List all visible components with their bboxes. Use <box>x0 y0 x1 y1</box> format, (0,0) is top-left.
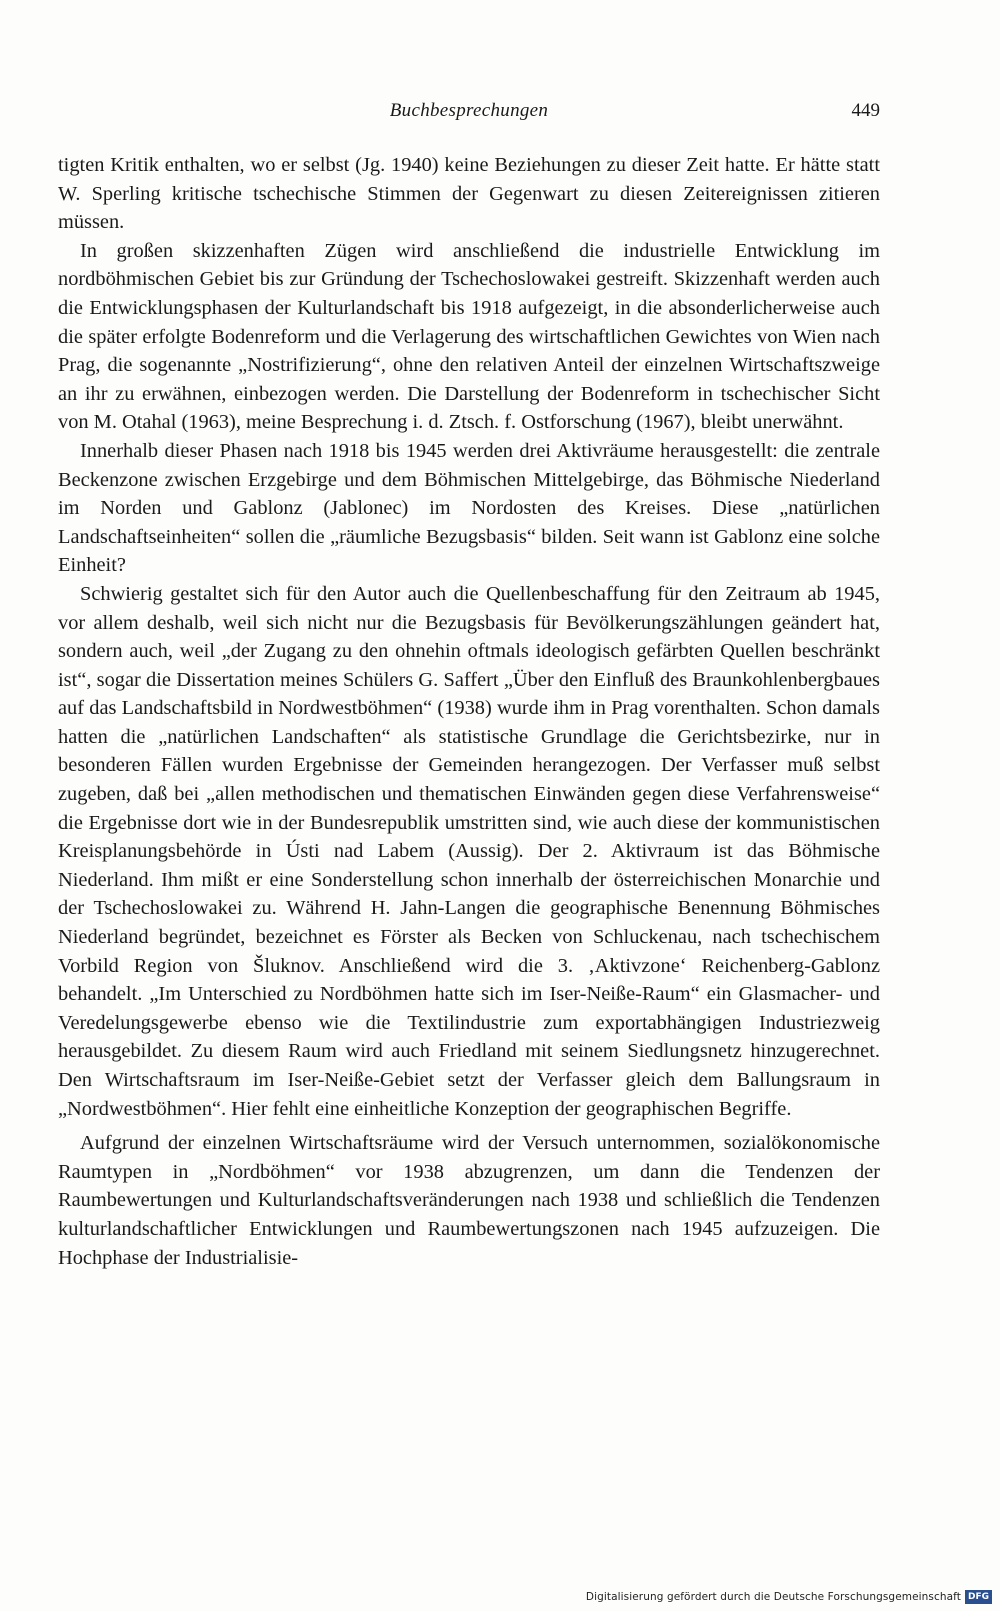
running-header <box>58 100 880 130</box>
paragraph: Aufgrund der einzelnen Wirtschaftsräume wird der Versuch unternommen, sozialökonomische Raumtypen in „Nordböhmen“ vor 1938 abzugrenzen, um dann die Tendenzen der Raumbewertungen und Kulturlandschaftsveränderungen nach 1938 und schließlich die Tendenzen kulturlandschaftlicher Entwicklungen und Raumbewertungszonen nach 1945 aufzuzeigen. Die Hochphase der Industrialisie- <box>58 1132 880 1269</box>
digitization-footer <box>586 1589 992 1605</box>
running-title: Buchbesprechungen <box>389 100 549 121</box>
dfg-logo: DFG <box>965 1590 992 1604</box>
paragraph: In großen skizzenhaften Zügen wird anschließend die industrielle Entwicklung im nordböhmischen Gebiet bis zur Gründung der Tschechoslowakei gestreift. Skizzenhaft werden auch die Entwicklungsphasen der Kulturlandschaft bis 1918 aufgezeigt, in die absonderlicherweise auch die später erfolgte Bodenreform und die Verlagerung des wirtschaftlichen Gewichtes von Wien nach Prag, die sogenannte „Nostrifizierung“, ohne den relativen Anteil der einzelnen Wirtschaftszweige an ihr zu erwähnen, einbezogen werden. Die Darstellung der Bodenreform in tschechischer Sicht von M. Otahal (1963), meine Besprechung i. d. Ztsch. f. Ostforschung (1967), bleibt unerwähnt. <box>58 239 880 434</box>
page-number: 449 <box>851 100 880 121</box>
paragraph: Innerhalb dieser Phasen nach 1918 bis 1945 werden drei Aktivräume herausgestellt: die zentrale Beckenzone zwischen Erzgebirge und dem Böhmischen Mittelgebirge, das Böhmische Niederland im Norden und Gablonz (Jablonec) im Nordosten des Kreises. Diese „natürlichen Landschaftseinheiten“ sollen die „räumliche Bezugsbasis“ bilden. Seit wann ist Gablonz eine solche Einheit? <box>58 439 880 577</box>
body-text <box>58 151 880 1272</box>
paragraph: Schwierig gestaltet sich für den Autor auch die Quellenbeschaffung für den Zeitraum ab 1945, vor allem deshalb, weil sich nicht nur die Bezugsbasis für Bevölkerungszählungen geändert hat, sondern auch, weil „der Zugang zu den ohnehin oftmals ideologisch gefärbten Quellen beschränkt ist“, sogar die Dissertation meines Schülers G. Saffert „Über den Einfluß des Braunkohlenbergbaues auf das Landschaftsbild in Nordwestböhmen“ (1938) wurde ihm in Prag vorenthalten. Schon damals hatten die „natürlichen Landschaften“ als statistische Grundlage die Gerichtsbezirke, nur in besonderen Fällen wurden Ergebnisse der Gemeinden herangezogen. Der Verfasser muß selbst zugeben, daß bei „allen methodischen und thematischen Einwänden gegen diese Verfahrensweise“ die Ergebnisse dort wie in der Bundesrepublik umstritten sind, wie auch diese der kommunistischen Kreisplanungsbehörde in Ústi nad Labem (Aussig). Der 2. Aktivraum ist das Böhmische Niederland. Ihm mißt er eine Sonderstellung schon innerhalb der österreichischen Monarchie und der Tschechoslowakei zu. Während H. Jahn-Langen die geographische Benennung Böhmisches Niederland begründet, bezeichnet es Förster als Becken von Schluckenau, nach tschechischem Vorbild Region von Šluknov. Anschließend wird die 3. ‚Aktivzone‘ Reichenberg-Gablonz behandelt. „Im Unterschied zu Nordböhmen hatte sich im Iser-Neiße-Raum“ ein Glasmacher- und Veredelungsgewerbe ebenso wie die Textilindustrie zum exportabhängigen Industriezweig herausgebildet. Zu diesem Raum wird auch Friedland mit seinem Siedlungsnetz hinzugerechnet. Den Wirtschaftsraum im Iser-Neiße-Gebiet setzt der Verfasser gleich dem Ballungsraum in „Nordwestböhmen“. Hier fehlt eine einheitliche Konzeption der geographischen Begriffe. <box>58 582 880 1120</box>
funding-note: Digitalisierung gefördert durch die Deutsche Forschungsgemeinschaft <box>585 1591 961 1603</box>
paragraph-continuation: tigten Kritik enthalten, wo er selbst (Jg. 1940) keine Beziehungen zu dieser Zeit hatte. Er hätte statt W. Sperling kritische tschechische Stimmen der Gegenwart zu diesen Zeitereignissen zitieren müssen. <box>58 154 880 234</box>
